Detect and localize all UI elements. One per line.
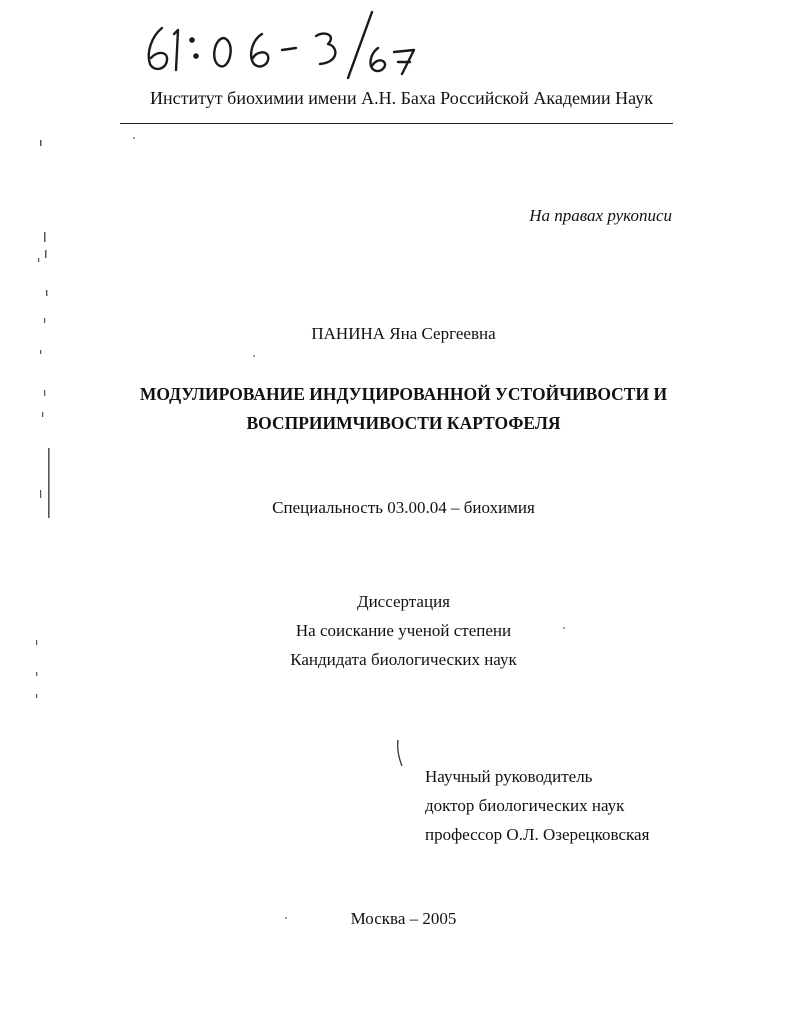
degree-line-1: Диссертация — [356, 592, 450, 611]
rights-note: На правах рукописи — [529, 206, 672, 225]
dissertation-title — [0, 380, 791, 438]
degree-line-2: На соискание ученой степени — [295, 621, 512, 640]
supervisor-block — [425, 762, 649, 849]
title-line-2: ВОСПРИИМЧИВОСТИ КАРТОФЕЛЯ — [246, 413, 561, 433]
institute-name: Институт биохимии имени А.Н. Баха Российской Академии Наук — [150, 88, 653, 108]
handwritten-archive-code — [140, 8, 440, 86]
author-surname: ПАНИНА — [311, 324, 386, 343]
supervisor-line-3: профессор О.Л. Озерецковская — [425, 825, 650, 844]
degree-line-3: Кандидата биологических наук — [290, 650, 517, 669]
city-year: Москва – 2005 — [350, 909, 457, 928]
supervisor-line-1: Научный руководитель — [425, 767, 593, 786]
header-divider — [120, 123, 673, 124]
author-name — [0, 324, 791, 344]
specialty: Специальность 03.00.04 – биохимия — [272, 498, 535, 517]
supervisor-line-2: доктор биологических наук — [425, 796, 625, 815]
title-line-1: МОДУЛИРОВАНИЕ ИНДУЦИРОВАННОЙ УСТОЙЧИВОСТИ И — [139, 384, 668, 404]
author-given-names: Яна Сергеевна — [389, 324, 496, 343]
degree-block — [0, 587, 791, 674]
